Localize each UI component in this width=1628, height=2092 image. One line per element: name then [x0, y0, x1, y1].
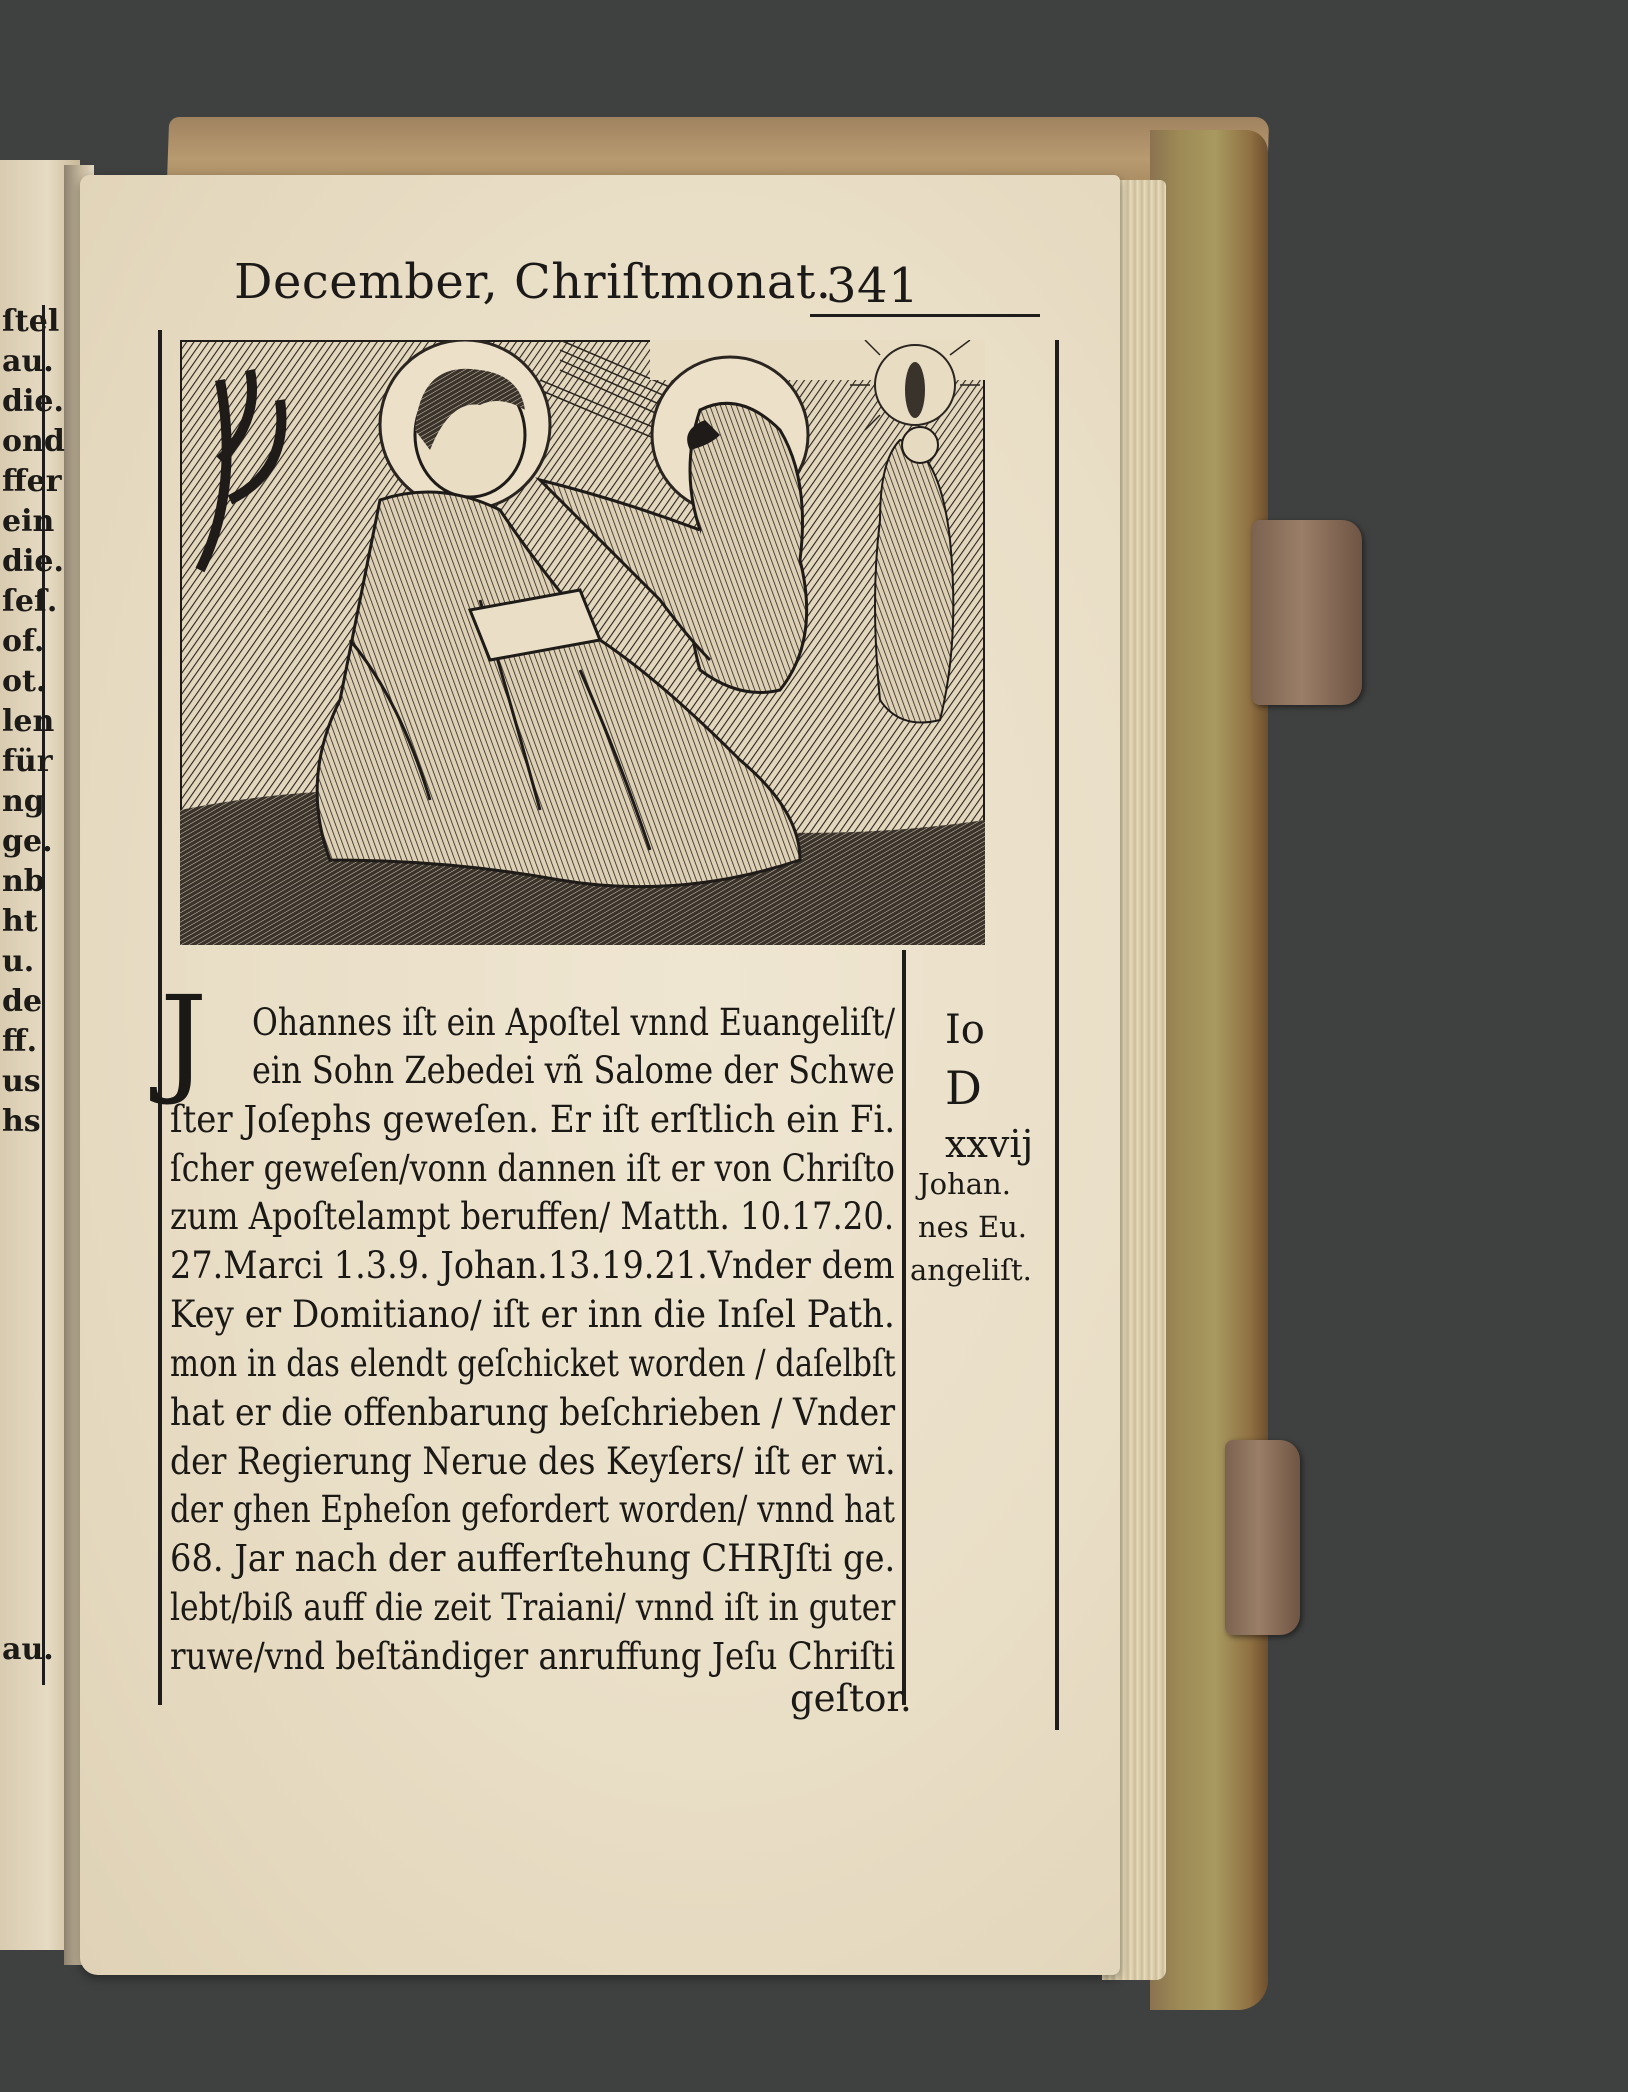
left-page-fragment: ond: [2, 424, 65, 459]
left-page-fragment: ſeſ.: [2, 584, 58, 619]
drop-cap: J: [160, 970, 208, 1108]
header-rule: [810, 314, 1040, 317]
left-page-fragment: de: [2, 984, 43, 1019]
bookmark-tab-lower: [1225, 1440, 1300, 1635]
body-text-line: ſcher geweſen/vonn dannen iſt er von Chriſto: [170, 1147, 895, 1190]
woodcut-saint-john-illustration: [180, 340, 985, 945]
left-page-fragment: ng: [2, 784, 45, 819]
page-number: 341: [826, 258, 920, 314]
body-text-line: hat er die offenbarung beſchrieben / Vnder: [170, 1391, 896, 1434]
left-page-fragment: us: [2, 1064, 41, 1099]
margin-date: xxvij: [945, 1122, 1034, 1166]
margin-saint-line: Johan.: [918, 1167, 1011, 1201]
margin-saint-line: nes Eu.: [918, 1210, 1028, 1244]
body-text-line: ein Sohn Zebedei vñ Salome der Schwe: [252, 1049, 895, 1092]
left-page-fragment: u.: [2, 944, 35, 979]
body-text-line: zum Apoſtelampt beruffen/ Matth. 10.17.20.: [170, 1195, 895, 1238]
left-page-fragment: len: [2, 704, 55, 739]
body-text-line: Ohannes iſt ein Apoſtel vnnd Euangeliſt/: [252, 1001, 896, 1044]
left-page-fragment: ht: [2, 904, 38, 939]
body-text-line: lebt/biß auff die zeit Traiani/ vnnd iſt in guter: [170, 1586, 896, 1629]
left-page-fragment: die.: [2, 384, 64, 419]
body-text-line: 27.Marci 1.3.9. Johan.13.19.21.Vnder dem: [170, 1244, 895, 1287]
frame-rule-right: [1055, 340, 1059, 1730]
catchword: geſtor.: [790, 1677, 912, 1720]
left-page-fragment: ſtel: [2, 304, 60, 339]
left-page-fragment: ffer: [2, 464, 62, 499]
left-page-fragment: für: [2, 744, 53, 779]
left-page-fragment: hs: [2, 1104, 41, 1139]
margin-saint-line: angeliſt.: [910, 1253, 1032, 1287]
left-page-text-column: [2, 304, 65, 1705]
margin-day-label: Io: [945, 1007, 985, 1053]
body-text-line: ruwe/vnd beſtändiger anruffung Jeſu Chriſti: [170, 1635, 896, 1678]
body-text-line: 68. Jar nach der aufferſtehung CHRJſti ge.: [170, 1537, 896, 1580]
body-text-line: mon in das elendt geſchicket worden / daſelbſt: [170, 1342, 896, 1385]
body-text-line: ſter Joſephs geweſen. Er iſt erſtlich ein Fi.: [170, 1098, 896, 1141]
left-page-fragment: ff.: [2, 1024, 38, 1059]
left-page-fragment: nb: [2, 864, 45, 899]
left-page-fragment: ot.: [2, 664, 47, 699]
left-page-fragment: au.: [2, 344, 54, 379]
body-text-line: der Regierung Nerue des Keyſers/ iſt er wi.: [170, 1440, 896, 1483]
left-page-fragment: au.: [2, 1632, 54, 1667]
left-page-fragment: ge.: [2, 824, 53, 859]
margin-column-rule: [902, 950, 906, 1705]
body-text-line: Key er Domitiano/ iſt er inn die Inſel Path.: [170, 1293, 895, 1336]
running-header: December, Chriſtmonat.: [234, 254, 832, 310]
body-text-line: der ghen Epheſon gefordert worden/ vnnd hat: [170, 1488, 895, 1531]
margin-dominical-letter: D: [945, 1061, 982, 1115]
left-page-fragment: die.: [2, 544, 64, 579]
left-page-fragment: of.: [2, 624, 45, 659]
book-cover-right: [1150, 130, 1268, 2010]
left-page-fragment: ein: [2, 504, 55, 539]
bookmark-tab-upper: [1252, 520, 1362, 705]
